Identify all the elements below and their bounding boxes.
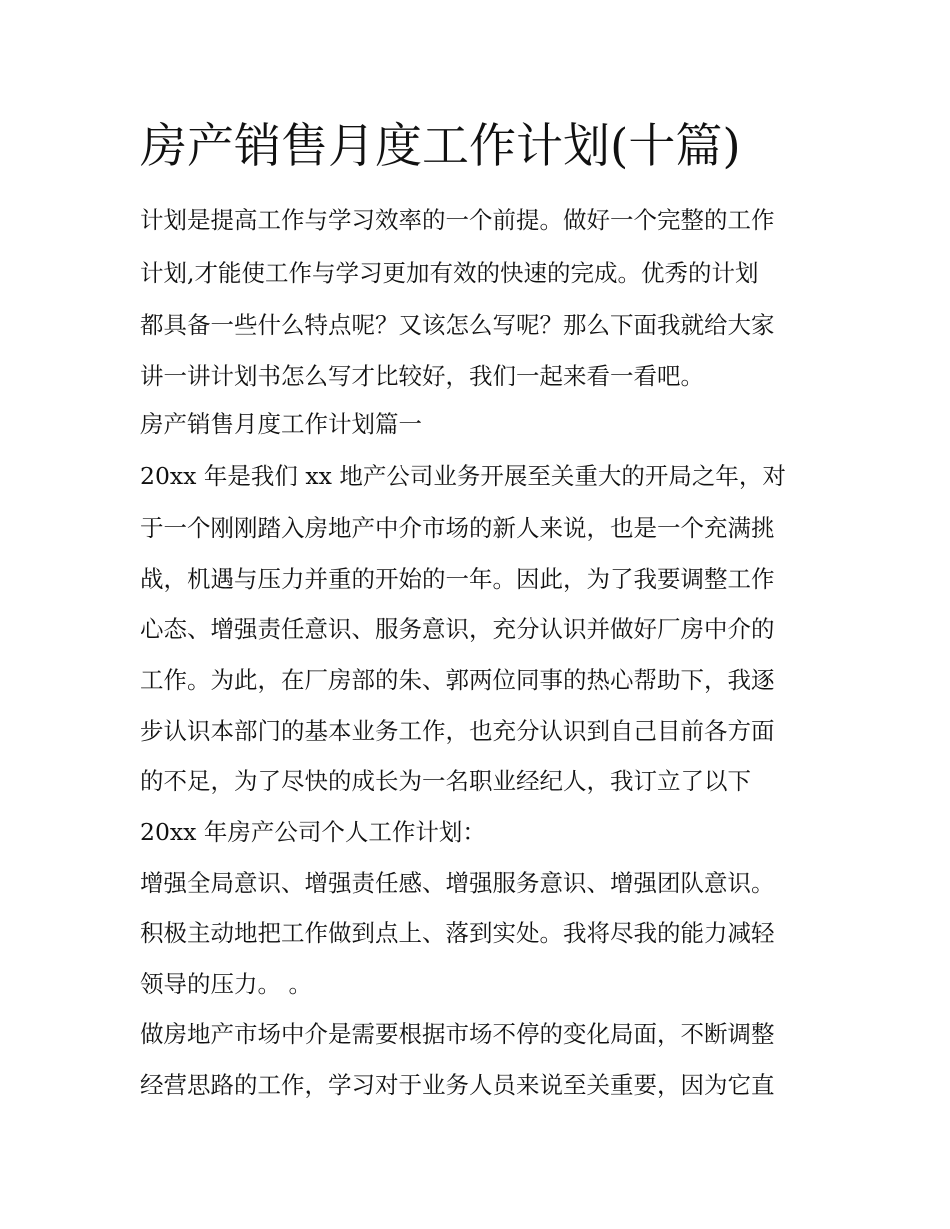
- section-heading: 房产销售月度工作计划篇一: [140, 410, 422, 438]
- text-line: 领导的压力。 。: [140, 970, 312, 998]
- text-line: 增强全局意识、增强责任感、增强服务意识、增强团队意识。: [140, 869, 775, 897]
- text-line: 的不足，为了尽快的成长为一名职业经纪人，我订立了以下: [140, 767, 751, 795]
- text-line: 计划,才能使工作与学习更加有效的快速的完成。优秀的计划: [140, 259, 759, 287]
- text-line: 20xx 年是我们 xx 地产公司业务开展至关重大的开局之年，对: [140, 462, 786, 490]
- text-line: 于一个刚刚踏入房地产中介市场的新人来说，也是一个充满挑: [140, 514, 775, 542]
- text-line: 心态、增强责任意识、服务意识，充分认识并做好厂房中介的: [140, 615, 775, 643]
- text-line: 战，机遇与压力并重的开始的一年。因此，为了我要调整工作: [140, 565, 775, 593]
- text-line: 积极主动地把工作做到点上、落到实处。我将尽我的能力减轻: [140, 919, 775, 947]
- text-line: 步认识本部门的基本业务工作，也充分认识到自己目前各方面: [140, 717, 775, 745]
- text-line: 20xx 年房产公司个人工作计划：: [140, 818, 486, 846]
- text-line: 工作。为此，在厂房部的朱、郭两位同事的热心帮助下，我逐: [140, 666, 775, 694]
- text-line: 都具备一些什么特点呢？又该怎么写呢？那么下面我就给大家: [140, 311, 775, 339]
- document-title: 房产销售月度工作计划(十篇): [140, 119, 741, 174]
- text-line: 讲一讲计划书怎么写才比较好，我们一起来看一看吧。: [140, 362, 704, 390]
- text-line: 计划是提高工作与学习效率的一个前提。做好一个完整的工作: [140, 206, 775, 234]
- text-line: 做房地产市场中介是需要根据市场不停的变化局面，不断调整: [140, 1020, 775, 1048]
- text-line: 经营思路的工作，学习对于业务人员来说至关重要，因为它直: [140, 1071, 775, 1099]
